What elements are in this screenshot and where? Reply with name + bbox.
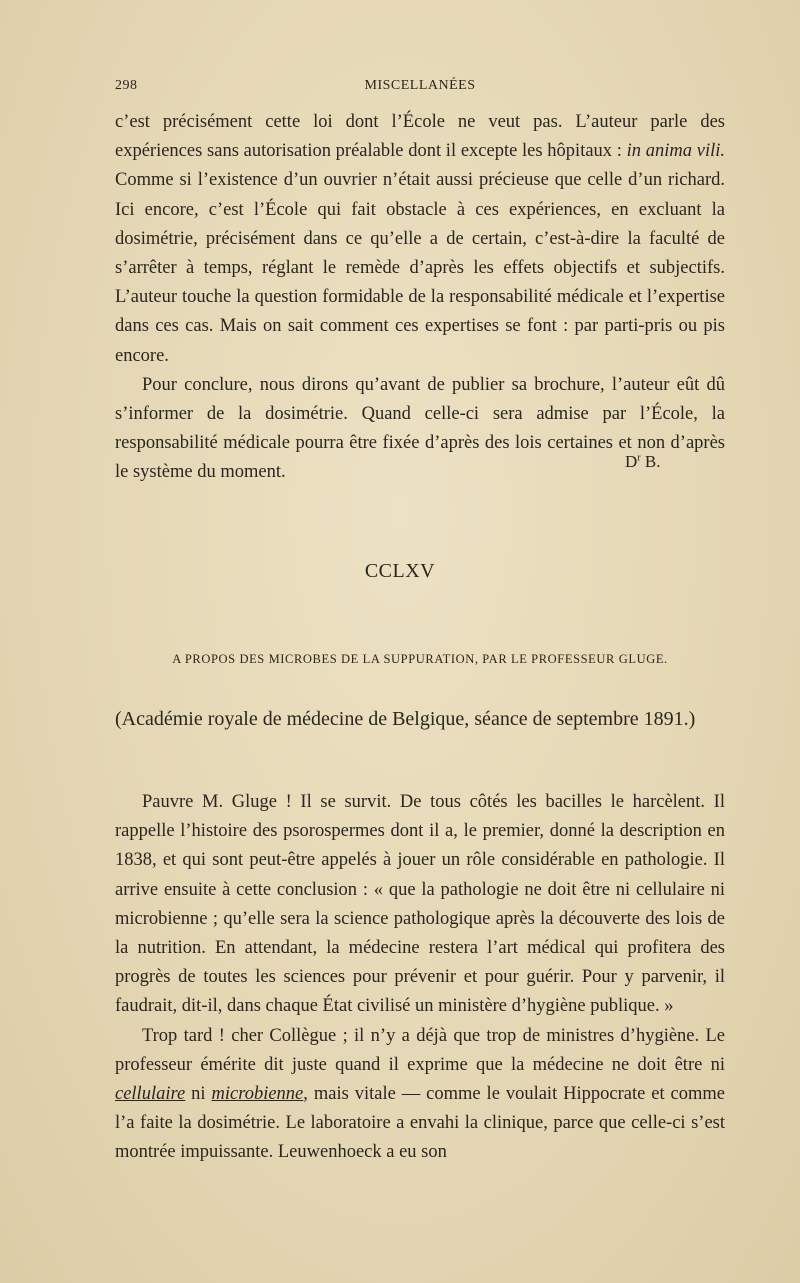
paragraph-4-underlined-2: microbienne [211, 1084, 304, 1105]
paragraph-4-text-a: Trop tard ! cher Collègue ; il n’y a déjà que trop de ministres d’hygiène. Le professeur émérite dit juste quand il exprime que la médecine ne doit être ni [115, 1025, 725, 1075]
paragraph-4 [115, 1022, 725, 1168]
paragraph-3: Pauvre M. Gluge ! Il se survit. De tous côtés les bacilles le harcèlent. Il rappelle l’histoire des psorospermes dont il a, le premier, donné la description en 1838, et qui sont peut-être appelés à jouer un rôle considérable en pathologie. Il arrive ensuite à cette conclusion : « que la pathologie ne doit être ni cellulaire ni microbienne ; qu’elle sera la science pathologique après la découverte des lois de la nutrition. En attendant, la médecine restera l’art médical qui profitera des progrès de toutes les sciences pour prévenir et pour guérir. Pour y parvenir, il faudrait, dit-il, dans chaque État civilisé un ministère d’hygiène publique. » [115, 792, 725, 1017]
signature [625, 452, 660, 472]
page-header [115, 78, 725, 102]
page-number: 298 [115, 78, 138, 93]
paragraph-4-text-c: , mais vitale — comme le voulait Hippocrate et comme l’a faite la dosimétrie. Le laboratoire a envahi la clinique, parce que celle-ci s’est montrée impuissante. Leuwenhoeck a eu son [115, 1084, 725, 1163]
signature-name: B. [640, 452, 661, 471]
text-block-2 [115, 788, 725, 1168]
section-title: A PROPOS DES MICROBES DE LA SUPPURATION, PAR LE PROFESSEUR GLUGE. [172, 652, 668, 666]
section-number: CCLXV [364, 560, 436, 582]
paragraph-4-underlined-1: cellulaire [115, 1084, 186, 1105]
paragraph-2: Pour conclure, nous dirons qu’avant de publier sa brochure, l’auteur eût dû s’informer de la dosimétrie. Quand celle-ci sera admise par l’École, la responsabilité médicale pourra être fixée d’après des lois certaines et non d’après le système du moment. [115, 374, 725, 483]
text-block-1 [115, 108, 725, 488]
signature-prefix: D [625, 452, 638, 471]
paragraph-4-text-b: ni [185, 1084, 212, 1105]
paragraph-1 [115, 108, 725, 371]
running-head: MISCELLANÉES [364, 78, 476, 93]
paragraph-1-text-b: Comme si l’existence d’un ouvrier n’était aussi précieuse que celle d’un richard. Ici encore, c’est l’École qui fait obstacle à ces expériences, en excluant la dosimétrie, précisément dans ce qu’elle a de certain, c’est-à-dire la faculté de s’arrêter à temps, réglant le remède d’après les effets objectifs et subjectifs. L’auteur touche la question formidable de la responsabilité médicale et l’expertise dans ces cas. Mais on sait comment ces expertises se font : par parti-pris ou pis encore. [115, 170, 725, 366]
section-source: (Académie royale de médecine de Belgique, séance de septembre 1891.) [115, 708, 696, 730]
paragraph-1-italic: in anima vili. [626, 141, 725, 162]
paragraph-1-text-a: c’est précisément cette loi dont l’École ne veut pas. L’auteur parle des expériences sans autorisation préalable dont il excepte les hôpitaux : [115, 112, 725, 162]
signature-superscript: r [637, 452, 641, 464]
